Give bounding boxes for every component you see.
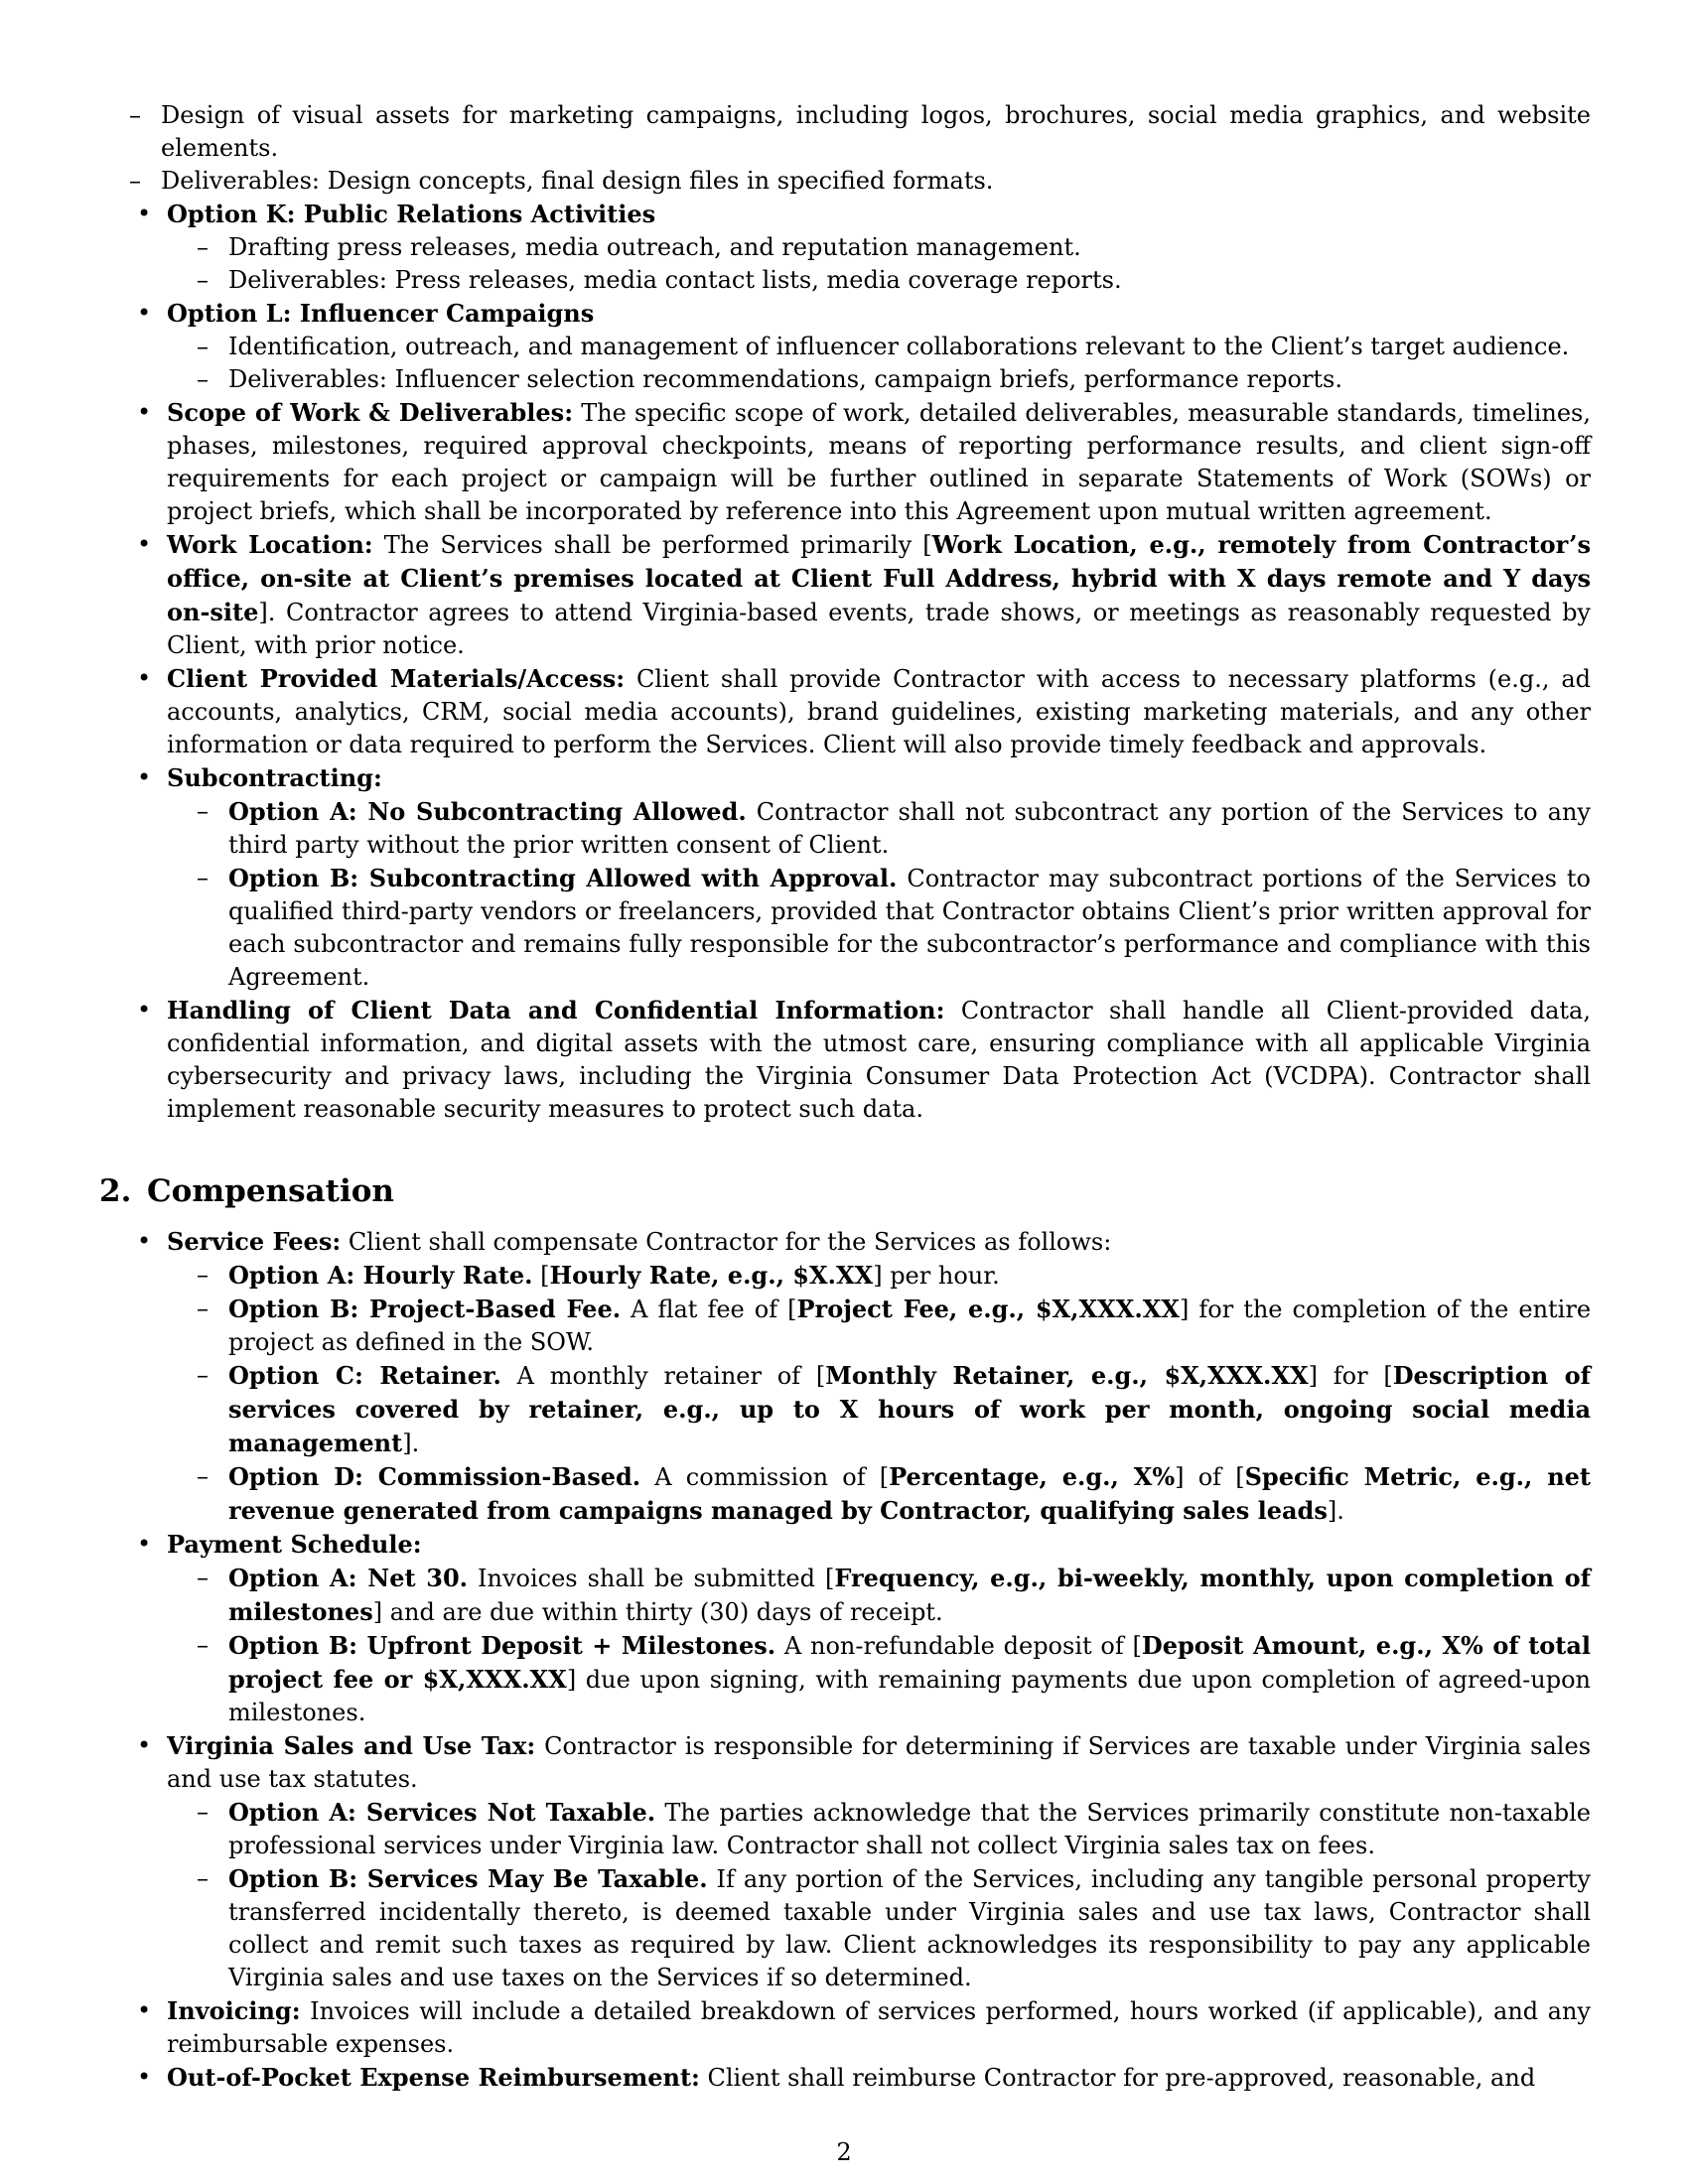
list-item bbox=[99, 165, 1591, 198]
fee-option-d-text-mid: ] of [ bbox=[1175, 1463, 1245, 1491]
sub-option-b-label: Option B: Subcontracting Allowed with Approval. bbox=[228, 864, 898, 892]
sales-tax-sublist bbox=[167, 1796, 1591, 1994]
fee-option-b-label: Option B: Project-Based Fee. bbox=[228, 1295, 622, 1323]
option-k-item bbox=[99, 198, 1591, 297]
list-item bbox=[167, 795, 1591, 862]
option-k-description: Drafting press releases, media outreach, and reputation management. bbox=[228, 233, 1081, 261]
work-location-item bbox=[99, 528, 1591, 662]
fee-option-b-placeholder: Project Fee, e.g., $X,XXX.XX bbox=[796, 1295, 1180, 1323]
sales-tax-text: Contractor is responsible for determining if Services are taxable under Virginia sales and use tax statutes. bbox=[167, 1732, 1592, 1793]
sales-tax-item bbox=[99, 1729, 1591, 1994]
pay-option-a-text: Invoices shall be submitted [ bbox=[468, 1565, 835, 1592]
payment-schedule-item bbox=[99, 1528, 1591, 1729]
option-l-description: Identification, outreach, and management of influencer collaborations relevant to the Client’s target audience. bbox=[228, 333, 1570, 360]
list-item bbox=[167, 1629, 1591, 1729]
list-item bbox=[167, 1862, 1591, 1994]
pay-option-a-label: Option A: Net 30. bbox=[228, 1564, 469, 1592]
pay-option-b-label: Option B: Upfront Deposit + Milestones. bbox=[228, 1631, 776, 1660]
pay-option-b-placeholder: Deposit Amount, e.g., X% of total project fee or $X,XXX.XX bbox=[228, 1631, 1592, 1694]
section-heading-compensation bbox=[99, 1171, 1591, 1211]
fee-option-c-text: A monthly retainer of [ bbox=[500, 1362, 826, 1390]
option-l-title: Option L: Influencer Campaigns bbox=[167, 299, 595, 328]
fee-option-d-percentage: Percentage, e.g., X% bbox=[889, 1462, 1176, 1491]
client-materials-text: Client shall provide Contractor with access to necessary platforms (e.g., ad accounts, analytics, CRM, social media accounts), brand guidelines, existing marketing materials, and any other information or data required to perform the Services. Client will also provide timely feedback and approvals. bbox=[167, 665, 1591, 758]
invoicing-text: Invoices will include a detailed breakdown of services performed, hours worked (if applicable), and any reimbursable expenses. bbox=[167, 1997, 1591, 2058]
option-l-deliverables: Deliverables: Influencer selection recommendations, campaign briefs, performance reports. bbox=[228, 365, 1342, 393]
list-item bbox=[167, 1259, 1591, 1293]
fee-option-b-text: A flat fee of [ bbox=[621, 1296, 797, 1323]
sub-option-a-label: Option A: No Subcontracting Allowed. bbox=[228, 797, 747, 826]
scope-item bbox=[99, 396, 1591, 528]
option-k-sublist bbox=[167, 231, 1591, 297]
work-location-text-end: ]. Contractor agrees to attend Virginia-based events, trade shows, or meetings as reasonably requested by Client, with prior notice. bbox=[167, 599, 1591, 659]
list-item bbox=[167, 1562, 1591, 1629]
list-item bbox=[167, 1796, 1591, 1862]
service-fees-text: Client shall compensate Contractor for the Services as follows: bbox=[341, 1228, 1112, 1256]
client-materials-item bbox=[99, 662, 1591, 761]
sub-option-b-text: Contractor may subcontract portions of the Services to qualified third-party vendors or freelancers, provided that Contractor obtains Client’s prior written approval for each subcontractor and remains fully responsible for the subcontractor’s performance and compliance with this Agreement. bbox=[228, 865, 1591, 991]
section1-list bbox=[99, 198, 1591, 1126]
list-item bbox=[167, 1293, 1591, 1359]
section-number: 2. bbox=[99, 1173, 132, 1209]
expense-reimbursement-item bbox=[99, 2061, 1591, 2095]
fee-option-a-text: [ bbox=[532, 1262, 550, 1290]
client-data-item bbox=[99, 994, 1591, 1126]
page-number: 2 bbox=[836, 2138, 852, 2166]
fee-option-c-text-end: ]. bbox=[402, 1430, 420, 1457]
tax-option-a-text: The parties acknowledge that the Services primarily constitute non-taxable professional services under Virginia law. Contractor shall not collect Virginia sales tax on fees. bbox=[228, 1799, 1591, 1859]
fee-option-b-text-end: ] for the completion of the entire project as defined in the SOW. bbox=[228, 1296, 1592, 1356]
expense-reimbursement-label: Out-of-Pocket Expense Reimbursement: bbox=[167, 2063, 700, 2092]
fee-option-d-label: Option D: Commission-Based. bbox=[228, 1462, 641, 1491]
option-k-title: Option K: Public Relations Activities bbox=[167, 200, 656, 228]
list-item bbox=[167, 264, 1591, 297]
client-materials-label: Client Provided Materials/Access: bbox=[167, 664, 626, 693]
pay-option-b-text: A non-refundable deposit of [ bbox=[775, 1632, 1142, 1660]
service-fees-label: Service Fees: bbox=[167, 1227, 342, 1256]
subcontracting-sublist bbox=[167, 795, 1591, 994]
list-item bbox=[167, 1460, 1591, 1528]
tax-option-b-label: Option B: Services May Be Taxable. bbox=[228, 1864, 708, 1893]
design-sublist bbox=[99, 99, 1591, 198]
subcontracting-label: Subcontracting: bbox=[167, 763, 382, 792]
option-l-sublist bbox=[167, 331, 1591, 396]
option-k-deliverables: Deliverables: Press releases, media contact lists, media coverage reports. bbox=[228, 266, 1122, 294]
fee-option-c-text-mid: ] for [ bbox=[1308, 1362, 1393, 1390]
section2-list bbox=[99, 1225, 1591, 2095]
list-item bbox=[99, 99, 1591, 165]
section-title: Compensation bbox=[147, 1173, 394, 1209]
fee-option-d-metric: Specific Metric, e.g., net revenue generated from campaigns managed by Contractor, qualifying sales leads bbox=[228, 1462, 1592, 1525]
list-item bbox=[167, 331, 1591, 363]
design-description: Design of visual assets for marketing campaigns, including logos, brochures, social media graphics, and website elements. bbox=[161, 101, 1591, 162]
service-fees-sublist bbox=[167, 1259, 1591, 1528]
design-deliverables: Deliverables: Design concepts, final design files in specified formats. bbox=[161, 167, 994, 195]
expense-reimbursement-text: Client shall reimburse Contractor for pre-approved, reasonable, and bbox=[699, 2064, 1536, 2092]
option-l-item bbox=[99, 297, 1591, 396]
fee-option-a-text-end: ] per hour. bbox=[873, 1262, 1000, 1290]
payment-schedule-sublist bbox=[167, 1562, 1591, 1729]
invoicing-label: Invoicing: bbox=[167, 1996, 301, 2025]
invoicing-item bbox=[99, 1994, 1591, 2061]
client-data-label: Handling of Client Data and Confidential Information: bbox=[167, 996, 945, 1024]
subcontracting-item bbox=[99, 761, 1591, 994]
fee-option-c-description: Description of services covered by retainer, e.g., up to X hours of work per month, ongoing social media management bbox=[228, 1361, 1591, 1457]
work-location-placeholder: Work Location, e.g., remotely from Contractor’s office, on-site at Client’s premises located at Client Full Address, hybrid with X days remote and Y days on-site bbox=[167, 530, 1592, 626]
pay-option-a-placeholder: Frequency, e.g., bi-weekly, monthly, upon completion of milestones bbox=[228, 1564, 1591, 1626]
list-item bbox=[167, 1359, 1591, 1460]
list-item bbox=[167, 231, 1591, 264]
tax-option-b-text: If any portion of the Services, including any tangible personal property transferred incidentally thereto, is deemed taxable under Virginia sales and use tax laws, Contractor shall collect and remit such taxes as required by law. Client acknowledges its responsibility to pay any applicable Virginia sales and use taxes on the Services if so determined. bbox=[228, 1865, 1591, 1991]
sales-tax-label: Virginia Sales and Use Tax: bbox=[167, 1731, 536, 1760]
work-location-text: The Services shall be performed primarily [ bbox=[372, 531, 932, 559]
service-fees-item bbox=[99, 1225, 1591, 1528]
client-data-text: Contractor shall handle all Client-provided data, confidential information, and digital assets with the utmost care, ensuring compliance with all applicable Virginia cybersecurity and privacy laws, including the Virginia Consumer Data Protection Act (VCDPA). Contractor shall implement reasonable security measures to protect such data. bbox=[167, 997, 1591, 1123]
pay-option-b-text-end: ] due upon signing, with remaining payments due upon completion of agreed-upon milestones. bbox=[228, 1666, 1592, 1726]
payment-schedule-label: Payment Schedule: bbox=[167, 1530, 422, 1559]
work-location-label: Work Location: bbox=[167, 530, 373, 559]
pay-option-a-text-end: ] and are due within thirty (30) days of receipt. bbox=[372, 1598, 943, 1626]
fee-option-c-placeholder: Monthly Retainer, e.g., $X,XXX.XX bbox=[825, 1361, 1309, 1390]
scope-text: The specific scope of work, detailed deliverables, measurable standards, timelines, phases, milestones, required approval checkpoints, means of reporting performance results, and client sign-off requirements for each project or campaign will be further outlined in separate Statements of Work (SOWs) or project briefs, which shall be incorporated by reference into this Agreement upon mutual written agreement. bbox=[167, 399, 1592, 525]
fee-option-d-text: A commission of [ bbox=[640, 1463, 890, 1491]
scope-label: Scope of Work & Deliverables: bbox=[167, 398, 574, 427]
tax-option-a-label: Option A: Services Not Taxable. bbox=[228, 1798, 656, 1827]
fee-option-c-label: Option C: Retainer. bbox=[228, 1361, 501, 1390]
page-content bbox=[99, 99, 1591, 2095]
fee-option-a-placeholder: Hourly Rate, e.g., $X.XX bbox=[549, 1261, 874, 1290]
fee-option-a-label: Option A: Hourly Rate. bbox=[228, 1261, 533, 1290]
fee-option-d-text-end: ]. bbox=[1327, 1497, 1344, 1525]
list-item bbox=[167, 862, 1591, 994]
list-item bbox=[167, 363, 1591, 396]
sub-option-a-text: Contractor shall not subcontract any portion of the Services to any third party without the prior written consent of Client. bbox=[228, 798, 1591, 859]
